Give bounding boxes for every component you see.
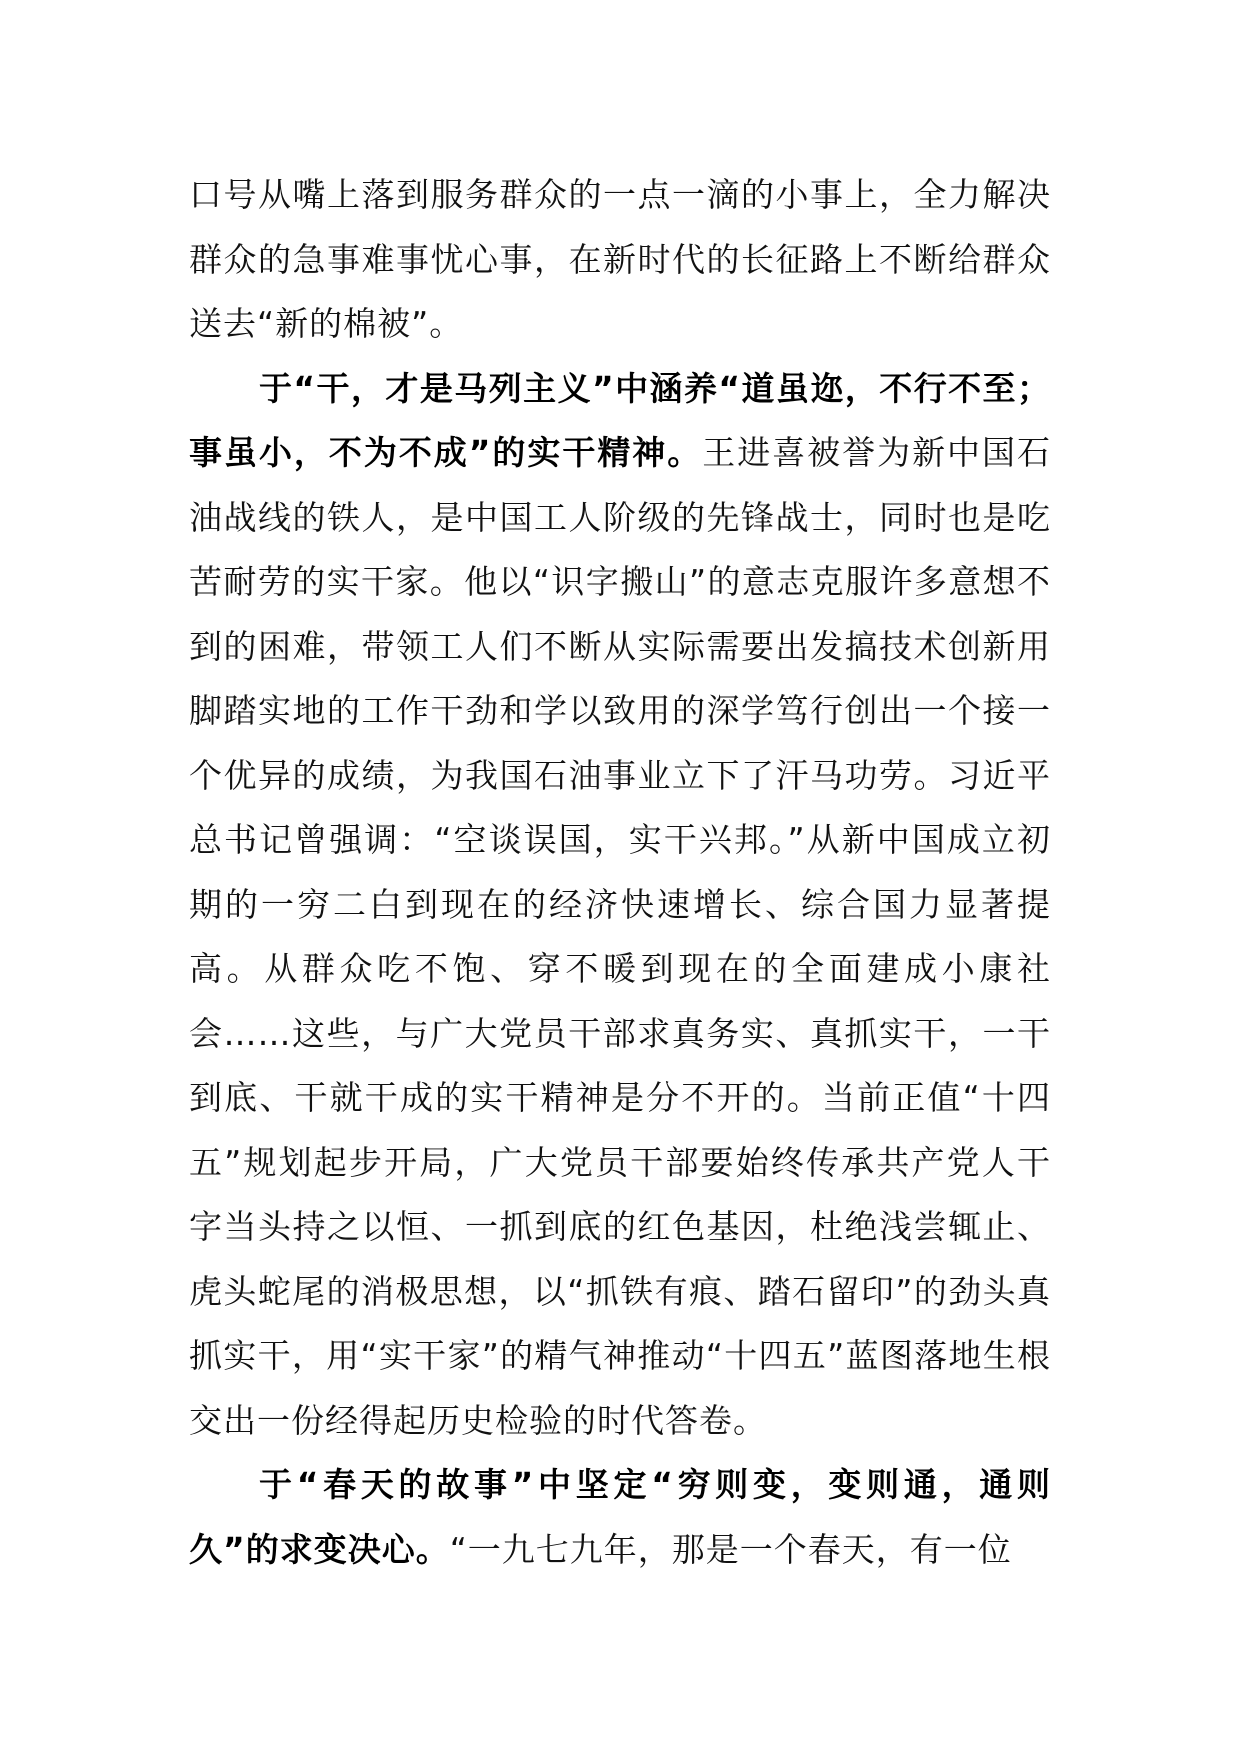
paragraph-3-body: “一九七九年，那是一个春天，有一位 [449,1529,1012,1569]
paragraph-2-lead: 于“干，才是马列主义”中涵养“道虽迩，不行不至；事虽小，不为不成”的实干精神。 [189,368,1051,472]
paragraph-2-body: 王进喜被誉为新中国石油战线的铁人，是中国工人阶级的先锋战士，同时也是吃苦耐劳的实干家。他以“识字搬山”的意志克服许多意想不到的困难，带领工人们不断从实际需要出发搞技术创新用脚踏实地的工作干劲和学以致用的深学笃行创出一个接一个优异的成绩，为我国石油事业立下了汗马功劳。习近平总书记曾强调：“空谈误国，实干兴邦。”从新中国成立初期的一穷二白到现在的经济快速增长、综合国力显著提高。从群众吃不饱、穿不暖到现在的全面建成小康社会……这些，与广大党员干部求真务实、真抓实干，一干到底、干就干成的实干精神是分不开的。当前正值“十四五”规划起步开局，广大党员干部要始终传承共产党人干字当头持之以恒、一抓到底的红色基因，杜绝浅尝辄止、虎头蛇尾的消极思想，以“抓铁有痕、踏石留印”的劲头真抓实干，用“实干家”的精气神推动“十四五”蓝图落地生根交出一份经得起历史检验的时代答卷。 [189,433,1051,1440]
document-body [189,163,1051,1582]
paragraph-1 [189,163,1051,357]
paragraph-3 [189,1453,1051,1582]
paragraph-3-lead: 于“春天的故事”中坚定“穷则变，变则通，通则久”的求变决心。 [189,1465,1051,1569]
paragraph-2 [189,357,1051,1454]
paragraph-1-body: 口号从嘴上落到服务群众的一点一滴的小事上，全力解决群众的急事难事忧心事，在新时代的长征路上不断给群众送去“新的棉被”。 [189,175,1051,343]
